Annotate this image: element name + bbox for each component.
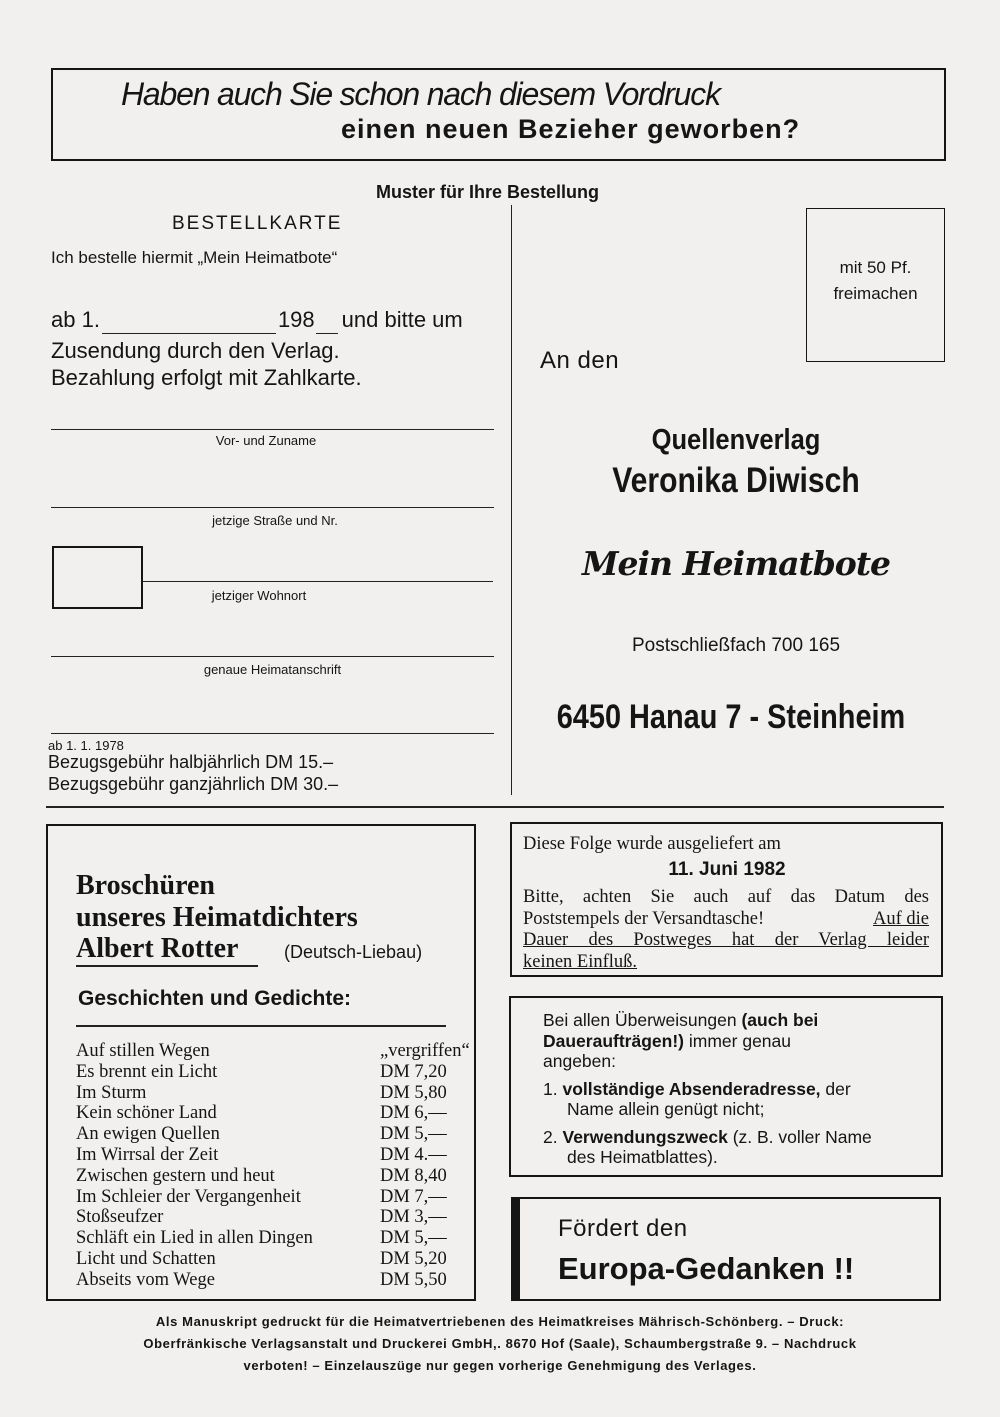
footer-line2: Oberfränkische Verlagsanstalt und Druckerei GmbH,. 8670 Hof (Saale), Schaumbergstraße 9. – Nachdruck: [143, 1336, 857, 1351]
order-line4: Bezahlung erfolgt mit Zahlkarte.: [51, 365, 362, 390]
brochures-rule: [76, 1025, 446, 1027]
stamp-line1: mit 50 Pf.: [839, 258, 912, 277]
transfer-item2-line2: des Heimatblattes).: [567, 1147, 718, 1167]
field-line-street[interactable]: [51, 507, 494, 508]
address-name2: Veronika Diwisch: [612, 461, 860, 500]
brochures-list: [76, 1041, 470, 1291]
order-fee2: Bezugsgebühr ganzjährlich DM 30.–: [48, 774, 339, 794]
delivery-row2: [523, 909, 929, 931]
field-label-homeland: genaue Heimatanschrift: [203, 662, 342, 677]
list-item: Im Wirrsal der Zeit DM 4.—: [76, 1144, 447, 1165]
card-divider: [511, 205, 512, 795]
order-ab: ab 1.: [51, 307, 100, 332]
order-card-title: BESTELLKARTE: [172, 213, 343, 234]
delivery-underlined1: Auf die: [873, 908, 929, 929]
list-item: Zwischen gestern und heut DM 8,40: [76, 1165, 447, 1186]
field-line-city[interactable]: [143, 581, 493, 582]
transfer-text: [543, 1010, 933, 1168]
order-card-line1: Ich bestelle hiermit „Mein Heimatbote“: [51, 248, 338, 267]
list-item: Auf stillen Wegen „vergriffen“: [76, 1041, 470, 1061]
header-box: [51, 68, 946, 161]
list-item: Es brennt ein Licht DM 7,20: [76, 1061, 447, 1082]
delivery-date: 11. Juni 1982: [668, 859, 786, 880]
header-line1: Haben auch Sie schon nach diesem Vordruck: [121, 76, 720, 112]
transfer-item1: 1. vollständige Absenderadresse, der: [543, 1078, 851, 1099]
transfer-line3: angeben:: [543, 1051, 616, 1071]
order-line3: Zusendung durch den Verlag.: [51, 338, 340, 363]
list-item: Abseits vom Wege DM 5,50: [76, 1269, 447, 1290]
europa-line2: Europa-Gedanken !!: [558, 1251, 855, 1286]
delivery-box: [510, 822, 943, 977]
list-item: Licht und Schatten DM 5,20: [76, 1248, 447, 1269]
stamp-line2: freimachen: [833, 284, 918, 303]
brochures-title2: unseres Heimatdichters: [76, 902, 358, 933]
section-separator: [46, 806, 944, 808]
footer: [40, 1311, 960, 1377]
delivery-text: [523, 887, 929, 973]
list-item: An ewigen Quellen DM 5,—: [76, 1124, 447, 1145]
europa-line1: Fördert den: [558, 1215, 688, 1242]
field-label-city: jetziger Wohnort: [211, 588, 307, 603]
address-pobox: Postschließfach 700 165: [631, 635, 841, 656]
field-line-extra[interactable]: [51, 733, 494, 734]
delivery-line1: Diese Folge wurde ausgeliefert am: [523, 834, 781, 854]
brochures-author: Albert Rotter: [76, 933, 258, 967]
delivery-underlined3: keinen Einfluß.: [523, 951, 638, 972]
address-city: 6450 Hanau 7 - Steinheim: [556, 698, 906, 736]
list-item: Kein schöner Land DM 6,—: [76, 1103, 447, 1124]
header-line2: einen neuen Bezieher geworben?: [341, 114, 801, 144]
footer-line1: Als Manuskript gedruckt für die Heimatvertriebenen des Heimatkreises Mährisch-Schönberg. – Druck:: [155, 1314, 845, 1329]
date-blank[interactable]: [102, 307, 276, 334]
transfer-item1-line2: Name allein genügt nicht;: [567, 1099, 765, 1119]
transfer-item2: 2. Verwendungszweck (z. B. voller Name: [543, 1126, 872, 1147]
transfer-line1: Bei allen Überweisungen (auch bei: [543, 1010, 819, 1030]
brochures-subtitle: Geschichten und Gedichte:: [78, 987, 352, 1010]
brochures-origin: (Deutsch-Liebau): [284, 942, 423, 962]
europa-box: [511, 1197, 941, 1301]
address-to: An den: [540, 347, 620, 374]
transfer-line2: Daueraufträgen!) immer genau: [543, 1030, 792, 1051]
list-item: Im Sturm DM 5,80: [76, 1082, 447, 1103]
address-name1: Quellenverlag: [651, 424, 821, 456]
list-item: Im Schleier der Vergangenheit DM 7,—: [76, 1186, 447, 1207]
delivery-text1: Bitte, achten Sie auch auf das Datum des: [523, 887, 929, 907]
order-rest: und bitte um: [341, 307, 463, 332]
order-start-line: [51, 307, 463, 334]
list-item: Schläft ein Lied in allen Dingen DM 5,—: [76, 1228, 447, 1249]
delivery-underlined2: Dauer des Postweges hat der Verlag leider: [523, 930, 929, 950]
year-blank[interactable]: [316, 307, 338, 334]
field-line-homeland[interactable]: [51, 656, 494, 657]
footer-line3: verboten! – Einzelauszüge nur gegen vorherige Genehmigung des Verlages.: [243, 1358, 757, 1373]
order-fee1: Bezugsgebühr halbjährlich DM 15.–: [48, 752, 334, 772]
field-label-street: jetzige Straße und Nr.: [212, 513, 338, 528]
brochures-box: [46, 824, 476, 1301]
transfer-box: [509, 996, 943, 1177]
postal-code-box[interactable]: [52, 546, 143, 609]
publication-logo: Mein Heimatbote: [581, 544, 891, 583]
stamp-box: [806, 208, 945, 362]
field-label-name: Vor- und Zuname: [215, 433, 317, 448]
delivery-text2: Poststempels der Versandtasche!: [523, 908, 765, 929]
order-since: ab 1. 1. 1978: [48, 738, 124, 753]
field-line-name[interactable]: [51, 429, 494, 430]
order-year: 198: [277, 307, 315, 332]
list-item: Stoßseufzer DM 3,—: [76, 1207, 447, 1228]
brochures-title1: Broschüren: [76, 870, 215, 901]
muster-label: Muster für Ihre Bestellung: [376, 182, 600, 202]
